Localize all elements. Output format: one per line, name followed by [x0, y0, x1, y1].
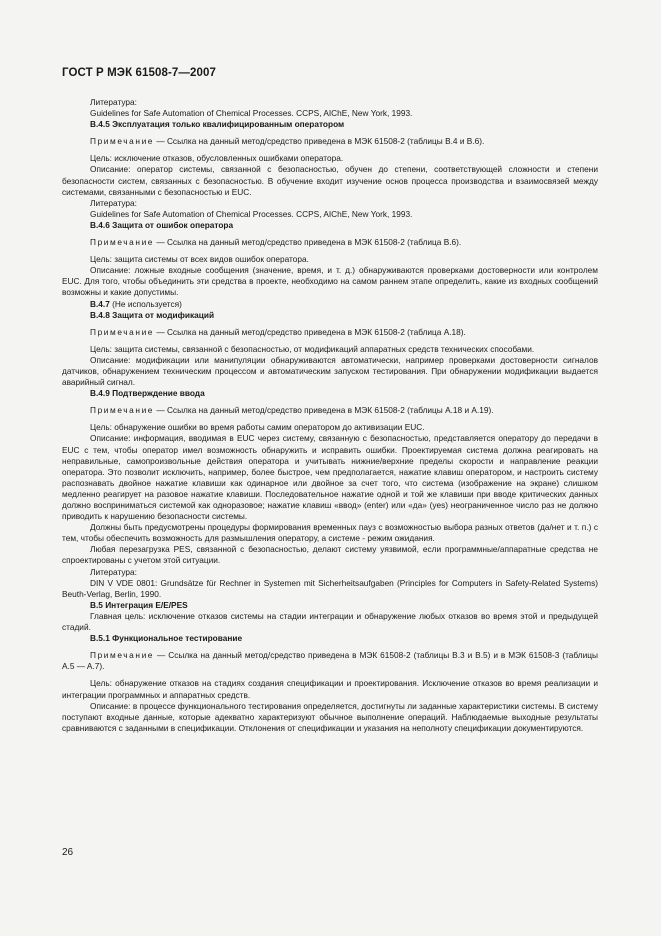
reference-text: Guidelines for Safe Automation of Chemical Processes. CCPS, AIChE, New York, 1993. — [90, 208, 413, 219]
document-header: ГОСТ Р МЭК 61508-7—2007 — [62, 67, 216, 79]
note-text: — Ссылка на данный метод/средство приведена в МЭК 61508-2 (таблицы B.3 и B.5) и в МЭК 61508-3 (таблицы A.5 — A.7). — [62, 650, 598, 672]
literature-label: Литература: — [90, 197, 137, 208]
note-label: Примечание — [90, 136, 155, 147]
description-paragraph: Описание: модификации или манипуляции обнаруживаются автоматически, например проверками достоверности сигналов датчиков, обнаружением техническим процессом и автоматическим запуском тестирования. При обнаружении модификации выдается аварийный сигнал. — [62, 354, 598, 388]
goal-paragraph: Цель: исключение отказов, обусловленных ошибками оператора. — [90, 153, 344, 164]
body-paragraph: Должны быть предусмотрены процедуры формирования временных пауз с возможностью выбора разных ответов (да/нет и т. п.) с тем, чтобы обеспечить возможность для размышления оператору, а системе - режим ожидания. — [62, 522, 598, 544]
document-body — [62, 97, 598, 734]
description-paragraph: Описание: оператор системы, связанной с безопасностью, обучен до степени, соответствующей сложности и степени безопасности систем, связанных с безопасностью. В обучение входит изучение основ процесса производства и взаимосвязей между системами, связанными с безопасностью и EUC. — [62, 164, 598, 197]
unused-note: (Не используется) — [109, 298, 182, 309]
description-paragraph: Описание: информация, вводимая в EUC через систему, связанную с безопасностью, представляется оператору до передачи в EUC с тем, чтобы оператор имел возможность обнаружить и исправить ошибки. Проектируемая система должна реагировать на неправильные, самопроизвольные действия оператора и учитывать нижние/верхние пределы скорости и направление реакции оператора. Это позволит исключить, например, более быстрое, чем предполагается, нажатие клавиш оператором, и настроить систему распознавать двойное нажатие клавиши как одинарное или двойное за счет того, что система (изображение на экране) слишком медленно реагирует на разовое нажатие клавиши. Последовательное нажатие одной и той же клавиши при вводе критических данных должно восприниматься системой как одноразовое; нажатие клавиш «ввод» (enter) или «да» (yes) неограниченное число раз не должно приводить к нарушению безопасности системы. — [62, 433, 598, 522]
reference-text: Guidelines for Safe Automation of Chemical Processes. CCPS, AIChE, New York, 1993. — [90, 108, 413, 119]
note-label: Примечание — [90, 650, 155, 661]
literature-label: Литература: — [90, 97, 137, 107]
note-label: Примечание — [90, 405, 155, 416]
body-paragraph: Любая перезагрузка PES, связанной с безопасностью, делают систему уязвимой, если программные/аппаратные средства не спроектированы с учетом этой ситуации. — [62, 544, 598, 566]
note-paragraph — [62, 650, 598, 672]
section-heading: B.4.8 Защита от модификаций — [90, 309, 215, 320]
note-label: Примечание — [90, 237, 155, 248]
section-heading: B.4.9 Подтверждение ввода — [90, 388, 205, 399]
section-number: B.4.7 — [90, 298, 110, 309]
goal-paragraph: Цель: обнаружение отказов на стадиях создания спецификации и проектирования. Исключение отказов во время реализации и интеграции программных и аппаратных средств. — [62, 678, 598, 700]
note-paragraph — [62, 327, 598, 338]
section-heading: B.4.5 Эксплуатация только квалифицированным оператором — [90, 119, 345, 130]
note-text: — Ссылка на данный метод/средство приведена в МЭК 61508-2 (таблица A.18). — [154, 326, 466, 337]
description-paragraph: Описание: ложные входные сообщения (значение, время, и т. д.) обнаруживаются проверками достоверности или контролем EUC. Для того, чтобы объединить эти средства в проекте, необходимо на самом раннем этапе определить, какие из входных сообщений возможны и какие допустимы. — [62, 265, 598, 298]
note-text: — Ссылка на данный метод/средство приведена в МЭК 61508-2 (таблицы A.18 и A.19). — [154, 405, 494, 416]
section-heading: B.5 Интеграция E/E/PES — [90, 599, 188, 610]
description-paragraph: Описание: в процессе функционального тестирования определяется, достигнуты ли заданные характеристики системы. В систему поступают входные данные, которые адекватно характеризуют обычное выполнение операций. Наблюдаемые выходные результаты сравниваются с заданными в спецификации. Отклонения от спецификации и указания на неполноту спецификации документируются. — [62, 700, 598, 733]
goal-paragraph: Цель: защита системы, связанной с безопасностью, от модификаций аппаратных средств технических способами. — [90, 343, 535, 354]
main-goal-paragraph: Главная цель: исключение отказов системы на стадии интеграции и обнаружение любых отказов во время этой и предыдущей стадий. — [62, 610, 598, 633]
note-paragraph — [62, 136, 598, 147]
page-number: 26 — [62, 847, 74, 858]
reference-text: DIN V VDE 0801: Grundsätze für Rechner in Systemen mit Sicherheitsaufgaben (Principles for Computers in Safety-Related Systems) Beuth-Verlag, Berlin, 1990. — [62, 577, 598, 599]
goal-paragraph: Цель: обнаружение ошибки во время работы самим оператором до активизации EUC. — [90, 422, 425, 433]
goal-paragraph: Цель: защита системы от всех видов ошибок оператора. — [90, 254, 309, 265]
note-label: Примечание — [90, 326, 155, 337]
section-heading: B.4.6 Защита от ошибок оператора — [90, 219, 234, 230]
note-paragraph — [62, 405, 598, 416]
literature-label: Литература: — [90, 566, 137, 577]
note-text: — Ссылка на данный метод/средство приведена в МЭК 61508-2 (таблица B.6). — [154, 237, 462, 248]
note-text: — Ссылка на данный метод/средство приведена в МЭК 61508-2 (таблицы B.4 и B.6). — [154, 136, 485, 147]
unused-section — [62, 299, 598, 310]
note-paragraph — [62, 237, 598, 248]
section-heading: B.5.1 Функциональное тестирование — [90, 633, 243, 644]
